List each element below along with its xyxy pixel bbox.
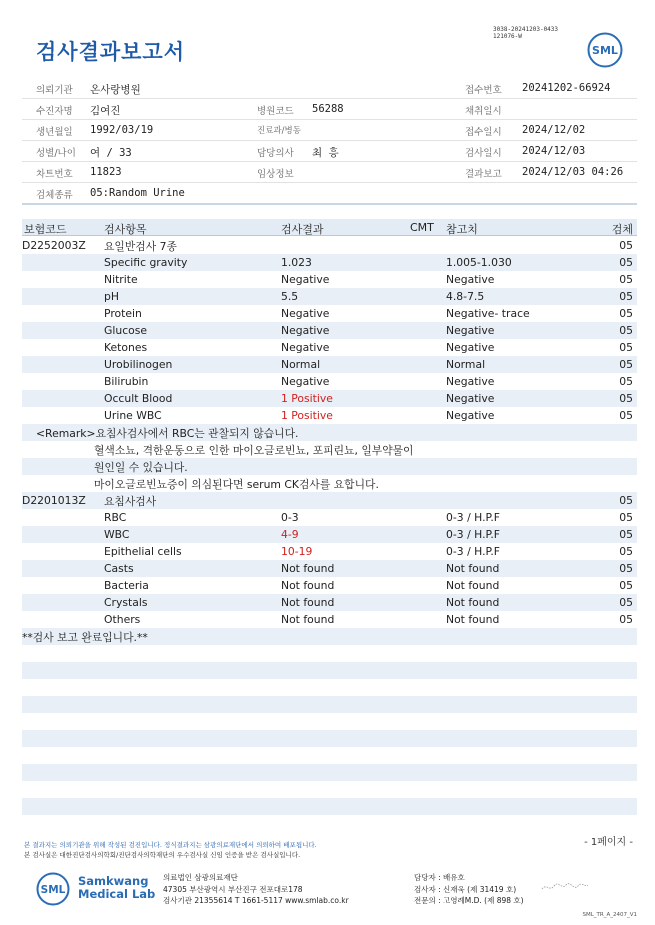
address: 47305 부산광역시 부산진구 전포대로178 bbox=[163, 884, 303, 894]
specimen-code: 05 bbox=[619, 341, 633, 354]
test-item: Specific gravity bbox=[104, 256, 188, 269]
patient-value: 김여진 bbox=[90, 105, 121, 117]
table-row bbox=[22, 254, 637, 271]
test-item: pH bbox=[104, 290, 119, 303]
empty-row bbox=[22, 713, 637, 730]
receipt-no-value: 20241202-66924 bbox=[522, 82, 611, 94]
report-complete-text: **검사 보고 완료입니다.** bbox=[22, 631, 148, 644]
page-title: 검사결과보고서 bbox=[36, 40, 186, 64]
signature-icon bbox=[540, 880, 590, 894]
sml-footer-logo-icon bbox=[36, 872, 70, 906]
reference-range: 1.005-1.030 bbox=[446, 256, 512, 269]
reference-range: Not found bbox=[446, 613, 500, 626]
test-item: Epithelial cells bbox=[104, 545, 182, 558]
document-id-line2: 121076-W bbox=[493, 33, 522, 40]
dob-label: 생년월일 bbox=[36, 127, 73, 138]
info-row bbox=[22, 78, 637, 99]
empty-row bbox=[22, 696, 637, 713]
reference-range: Normal bbox=[446, 358, 486, 371]
contact: 검사기관 21355614 T 1661-5117 www.smlab.co.kr bbox=[163, 896, 349, 905]
reference-range: Negative bbox=[446, 273, 495, 286]
company-name-line1: Samkwang bbox=[78, 874, 149, 888]
test-item: 요침사검사 bbox=[104, 495, 157, 508]
specimen-code: 05 bbox=[619, 579, 633, 592]
table-row bbox=[22, 271, 637, 288]
info-row bbox=[22, 120, 637, 141]
hospital-code-label: 병원코드 bbox=[257, 106, 294, 117]
sml-footer-logo-text: SML bbox=[40, 884, 66, 896]
insurance-code: D2252003Z bbox=[22, 239, 86, 252]
reference-range: 0-3 / H.P.F bbox=[446, 511, 500, 524]
test-result: Negative bbox=[281, 324, 330, 337]
test-result: 0-3 bbox=[281, 511, 299, 524]
test-item: Occult Blood bbox=[104, 392, 173, 405]
specimen-code: 05 bbox=[619, 358, 633, 371]
specimen-code: 05 bbox=[619, 307, 633, 320]
test-item: Urobilinogen bbox=[104, 358, 173, 371]
company-name-line2: Medical Lab bbox=[78, 887, 156, 901]
specimen-code: 05 bbox=[619, 596, 633, 609]
sex-age-value: 여 / 33 bbox=[90, 147, 132, 159]
table-row bbox=[22, 543, 637, 560]
specimen-code: 05 bbox=[619, 290, 633, 303]
test-result: Not found bbox=[281, 579, 335, 592]
company-address bbox=[163, 872, 349, 907]
test-result: 10-19 bbox=[281, 545, 313, 558]
chart-value: 11823 bbox=[90, 166, 122, 178]
test-item: Crystals bbox=[104, 596, 148, 609]
chart-label: 차트번호 bbox=[36, 169, 73, 180]
company-name bbox=[78, 875, 155, 901]
reference-range: Not found bbox=[446, 579, 500, 592]
staff-tester: 검사자 : 신재욱 (제 31419 호) bbox=[414, 884, 517, 894]
specimen-code: 05 bbox=[619, 409, 633, 422]
test-item: Protein bbox=[104, 307, 142, 320]
empty-row bbox=[22, 815, 637, 832]
table-row bbox=[22, 356, 637, 373]
table-header bbox=[22, 219, 637, 236]
test-date-label: 검사일시 bbox=[465, 148, 502, 159]
header-item: 검사항목 bbox=[104, 223, 147, 236]
table-row bbox=[22, 305, 637, 322]
table-row bbox=[22, 339, 637, 356]
footer-notes bbox=[24, 840, 317, 860]
empty-row bbox=[22, 747, 637, 764]
table-row bbox=[22, 373, 637, 390]
empty-row bbox=[22, 764, 637, 781]
specimen-label: 검체종류 bbox=[36, 190, 73, 201]
test-result: Not found bbox=[281, 562, 335, 575]
test-item: Nitrite bbox=[104, 273, 138, 286]
specimen-code: 05 bbox=[619, 392, 633, 405]
document-id bbox=[493, 26, 558, 40]
remark-note: 마이오글로빈뇨증이 의심된다면 serum CK검사를 요합니다. bbox=[94, 478, 379, 491]
staff-manager: 담당자 : 배유호 bbox=[414, 873, 465, 882]
specimen-code: 05 bbox=[619, 528, 633, 541]
specimen-code: 05 bbox=[619, 494, 633, 507]
table-row bbox=[22, 288, 637, 305]
table-row bbox=[22, 628, 637, 645]
table-row bbox=[22, 475, 637, 492]
reference-range: Negative bbox=[446, 375, 495, 388]
reference-range: Not found bbox=[446, 596, 500, 609]
specimen-code: 05 bbox=[619, 375, 633, 388]
table-row bbox=[22, 237, 637, 254]
clinical-label: 임상정보 bbox=[257, 169, 294, 180]
table-row bbox=[22, 594, 637, 611]
remark-note: 혈색소뇨, 격한운동으로 인한 마이오글로빈뇨, 포피린뇨, 일부약물이 bbox=[94, 444, 414, 457]
staff-list bbox=[414, 872, 524, 907]
document-version: SML_TR_A_2407_V1 bbox=[582, 912, 637, 918]
test-item: WBC bbox=[104, 528, 130, 541]
results-table bbox=[22, 237, 637, 832]
remark-text: <Remark>요침사검사에서 RBC는 관찰되지 않습니다. bbox=[36, 427, 299, 440]
info-row bbox=[22, 141, 637, 162]
specimen-code: 05 bbox=[619, 273, 633, 286]
test-result: 5.5 bbox=[281, 290, 299, 303]
test-result: 1 Positive bbox=[281, 392, 333, 405]
sml-logo-icon bbox=[587, 32, 623, 68]
test-result: Normal bbox=[281, 358, 321, 371]
reference-range: Negative bbox=[446, 324, 495, 337]
specimen-code: 05 bbox=[619, 613, 633, 626]
test-result: 1 Positive bbox=[281, 409, 333, 422]
test-result: Negative bbox=[281, 273, 330, 286]
specimen-code: 05 bbox=[619, 239, 633, 252]
info-row bbox=[22, 183, 637, 204]
test-item: Bilirubin bbox=[104, 375, 149, 388]
table-row bbox=[22, 322, 637, 339]
specimen-value: 05:Random Urine bbox=[90, 187, 185, 199]
specimen-code: 05 bbox=[619, 324, 633, 337]
test-item: 요일반검사 7종 bbox=[104, 240, 177, 253]
table-row bbox=[22, 577, 637, 594]
patient-label: 수진자명 bbox=[36, 106, 73, 117]
specimen-code: 05 bbox=[619, 256, 633, 269]
receipt-date-value: 2024/12/02 bbox=[522, 124, 586, 136]
document-id-line1: 3038-20241203-0433 bbox=[493, 26, 559, 33]
test-result: Negative bbox=[281, 307, 330, 320]
page-number: - 1페이지 - bbox=[584, 837, 633, 848]
specimen-code: 05 bbox=[619, 545, 633, 558]
test-result: 1.023 bbox=[281, 256, 312, 269]
header-spec: 검체 bbox=[611, 223, 633, 236]
header-cmt: CMT bbox=[410, 221, 434, 234]
reference-range: 0-3 / H.P.F bbox=[446, 528, 500, 541]
dept-label: 진료과/병동 bbox=[257, 126, 301, 136]
hospital-label: 의뢰기관 bbox=[36, 85, 73, 96]
reference-range: Negative bbox=[446, 409, 495, 422]
receipt-no-label: 접수번호 bbox=[465, 85, 502, 96]
reference-range: Negative bbox=[446, 392, 495, 405]
header-code: 보험코드 bbox=[24, 223, 67, 236]
table-row bbox=[22, 424, 637, 441]
divider bbox=[22, 203, 637, 205]
remark-note: 원인일 수 있습니다. bbox=[94, 461, 188, 474]
table-row bbox=[22, 441, 637, 458]
test-result: Negative bbox=[281, 375, 330, 388]
table-row bbox=[22, 390, 637, 407]
sex-age-label: 성별/나이 bbox=[36, 148, 76, 159]
patient-info bbox=[22, 78, 637, 204]
reference-range: 0-3 / H.P.F bbox=[446, 545, 500, 558]
info-row bbox=[22, 162, 637, 183]
table-row bbox=[22, 407, 637, 424]
sml-logo-text: SML bbox=[592, 44, 618, 57]
doctor-value: 최 흥 bbox=[312, 147, 339, 159]
test-item: Casts bbox=[104, 562, 134, 575]
specimen-code: 05 bbox=[619, 562, 633, 575]
info-row bbox=[22, 99, 637, 120]
staff-specialist: 전문의 : 고영례M.D. (제 898 호) bbox=[414, 896, 524, 905]
report-label: 결과보고 bbox=[465, 169, 502, 180]
header-ref: 참고치 bbox=[446, 223, 478, 236]
reference-range: Negative- trace bbox=[446, 307, 530, 320]
footer-note-2: 본 검사실은 대한진단검사의학회/진단검사의학재단의 우수검사실 신임 인증을 받은 검사실입니다. bbox=[24, 851, 301, 859]
test-item: Urine WBC bbox=[104, 409, 162, 422]
receipt-date-label: 접수일시 bbox=[465, 127, 502, 138]
test-result: 4-9 bbox=[281, 528, 299, 541]
empty-row bbox=[22, 679, 637, 696]
collect-label: 채취일시 bbox=[465, 106, 502, 117]
table-row bbox=[22, 458, 637, 475]
table-row bbox=[22, 492, 637, 509]
insurance-code: D2201013Z bbox=[22, 494, 86, 507]
test-result: Negative bbox=[281, 341, 330, 354]
table-row bbox=[22, 611, 637, 628]
test-item: Glucose bbox=[104, 324, 148, 337]
footer-note-1: 본 결과지는 의뢰기관을 위해 작성된 검진입니다. 정식결과지는 삼광의료재단에서 의뢰하여 배포됩니다. bbox=[24, 841, 317, 849]
empty-row bbox=[22, 730, 637, 747]
test-item: RBC bbox=[104, 511, 127, 524]
org-name: 의료법인 삼광의료재단 bbox=[163, 873, 238, 882]
specimen-code: 05 bbox=[619, 511, 633, 524]
empty-row bbox=[22, 798, 637, 815]
test-result: Not found bbox=[281, 596, 335, 609]
reference-range: Not found bbox=[446, 562, 500, 575]
empty-row bbox=[22, 662, 637, 679]
empty-row bbox=[22, 781, 637, 798]
dob-value: 1992/03/19 bbox=[90, 124, 154, 136]
hospital-code-value: 56288 bbox=[312, 103, 344, 115]
empty-row bbox=[22, 645, 637, 662]
hospital-value: 온사랑병원 bbox=[90, 84, 141, 96]
reference-range: 4.8-7.5 bbox=[446, 290, 485, 303]
test-item: Others bbox=[104, 613, 141, 626]
test-date-value: 2024/12/03 bbox=[522, 145, 586, 157]
report-value: 2024/12/03 04:26 bbox=[522, 166, 624, 178]
test-item: Bacteria bbox=[104, 579, 149, 592]
test-item: Ketones bbox=[104, 341, 148, 354]
table-row bbox=[22, 526, 637, 543]
table-row bbox=[22, 560, 637, 577]
reference-range: Negative bbox=[446, 341, 495, 354]
table-row bbox=[22, 509, 637, 526]
doctor-label: 담당의사 bbox=[257, 148, 294, 159]
header-result: 검사결과 bbox=[281, 223, 324, 236]
test-result: Not found bbox=[281, 613, 335, 626]
